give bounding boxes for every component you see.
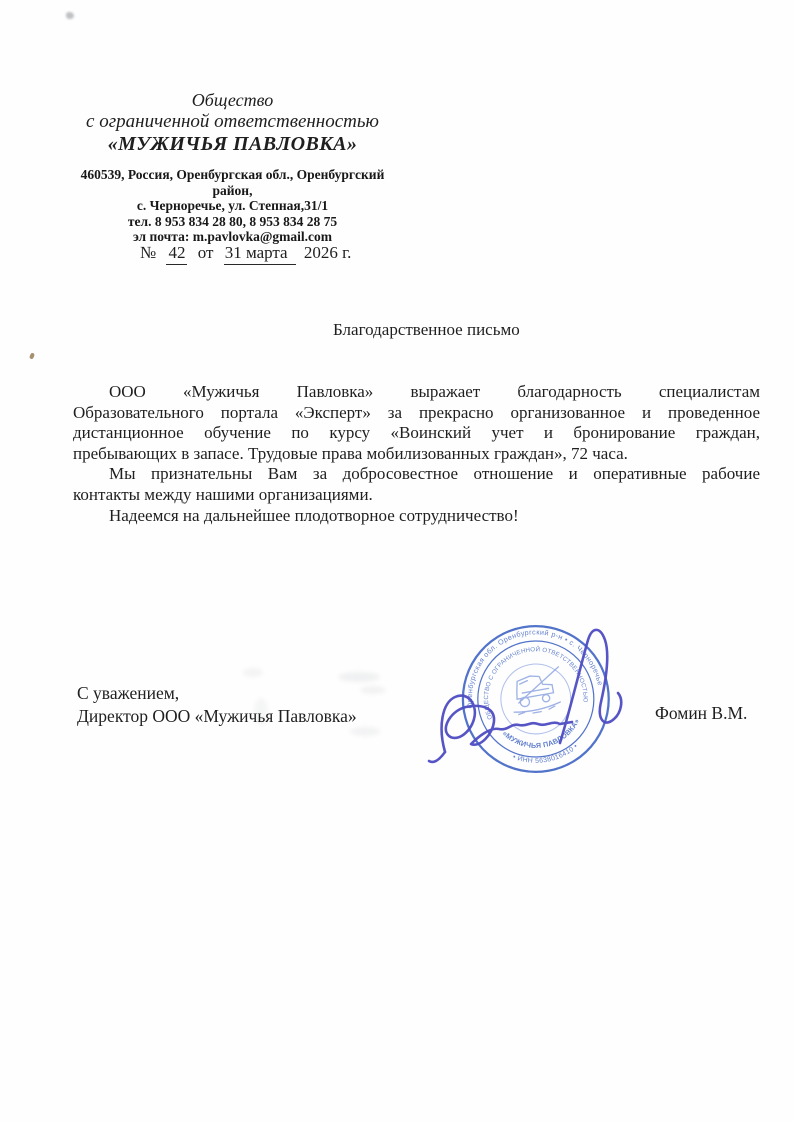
body-paragraph-1 xyxy=(73,382,760,464)
scan-smudge xyxy=(243,668,263,677)
signature-ink xyxy=(429,630,621,762)
scan-mark xyxy=(66,12,74,19)
address-line1: 460539, Россия, Оренбургская обл., Оренбургский район, xyxy=(80,167,385,198)
ink-speck xyxy=(29,352,35,359)
address-line2: с. Черноречье, ул. Степная,31/1 xyxy=(136,198,329,213)
phone-line: тел. 8 953 834 28 80, 8 953 834 28 75 xyxy=(127,213,338,229)
reference-date: 31 марта xyxy=(224,243,296,265)
stamp-inn-label: • ИНН 5638016410 • xyxy=(511,742,580,765)
reference-number: 42 xyxy=(166,243,187,265)
signoff-block xyxy=(77,682,357,728)
letter-body xyxy=(73,382,760,526)
org-name: «МУЖИЧЬЯ ПАВЛОВКА» xyxy=(107,133,358,155)
signer-name: Фомин В.М. xyxy=(655,703,748,723)
email-line: эл почта: m.pavlovka@gmail.com xyxy=(132,229,333,244)
body-line: контакты между нашими организациями. xyxy=(73,484,373,504)
reference-preposition: от xyxy=(197,243,214,262)
stamp-org-type-label: ОБЩЕСТВО С ОГРАНИЧЕННОЙ ОТВЕТСТВЕННОСТЬЮ xyxy=(483,646,589,721)
org-type-line2: с ограниченной ответственностью xyxy=(86,111,379,132)
body-line: дистанционное обучение по курсу «Воинский учет и бронирование граждан, xyxy=(73,423,760,443)
letterhead xyxy=(70,90,395,245)
scan-smudge xyxy=(360,686,386,694)
org-type-line1: Общество xyxy=(191,90,274,110)
signature-strokes xyxy=(410,608,640,773)
body-line: Надеемся на дальнейшее плодотворное сотрудничество! xyxy=(109,505,519,525)
body-line: Мы признательны Вам за добросовестное отношение и оперативные рабочие xyxy=(109,464,760,484)
body-line: Образовательного портала «Эксперт» за прекрасно организованное и проведенное xyxy=(73,402,760,422)
scan-smudge xyxy=(350,727,380,736)
reference-year: 2026 г. xyxy=(303,243,352,262)
org-address-block xyxy=(70,167,395,245)
signoff-position: Директор ООО «Мужичья Павловка» xyxy=(77,706,357,726)
body-paragraph-2 xyxy=(73,464,760,505)
handwritten-signature xyxy=(410,608,640,773)
letter-title: Благодарственное письмо xyxy=(333,320,520,339)
body-line: ООО «Мужичья Павловка» выражает благодарность специалистам xyxy=(109,382,760,401)
stamp-company-label: «МУЖИЧЬЯ ПАВЛОВКА» xyxy=(500,717,582,751)
stamp-outer-ring-label: Оренбургская обл. Оренбургский р-н • с. Черноречье xyxy=(465,628,605,709)
signoff-closing: С уважением, xyxy=(77,683,180,703)
number-sign: № xyxy=(140,243,157,262)
reference-line xyxy=(140,243,351,265)
scan-smudge xyxy=(338,672,380,682)
body-line: пребывающих в запасе. Трудовые права мобилизованных граждан», 72 часа. xyxy=(73,443,628,463)
body-paragraph-3 xyxy=(73,506,760,527)
